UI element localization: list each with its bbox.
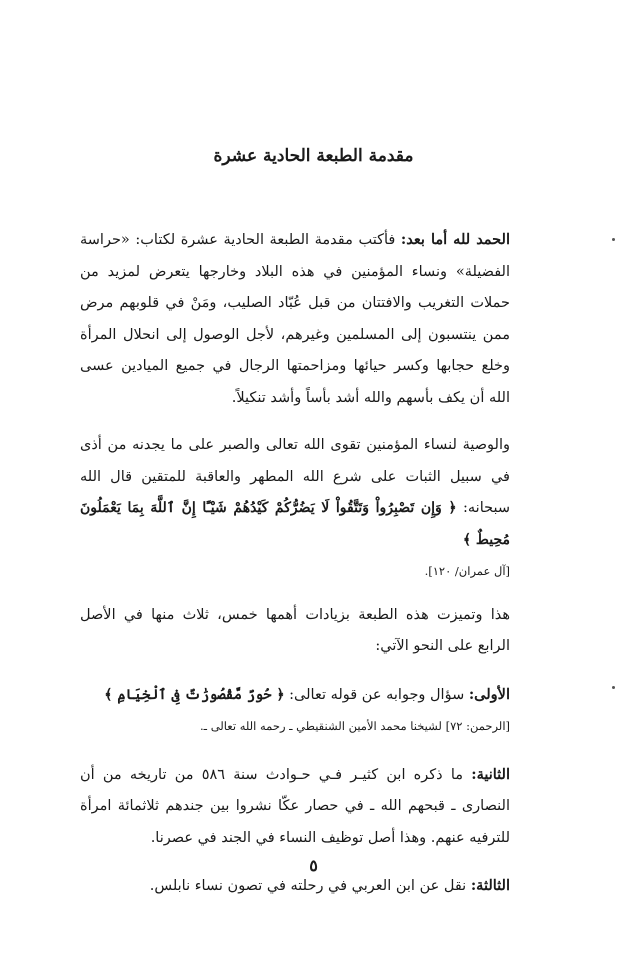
paragraph-third-lead: الثالثة: bbox=[470, 877, 510, 894]
verse-reference-imran: [آل عمران/ ١٢٠]. bbox=[424, 564, 510, 578]
body-text bbox=[80, 224, 510, 903]
paragraph-third-text: نقل عن ابن العربي في رحلته في تصون نساء نابلس. bbox=[149, 878, 467, 894]
paragraph-second bbox=[80, 759, 510, 855]
paragraph-second-text: ما ذكره ابن كثيـر فـي حـوادث سنة ٥٨٦ من تاريخه من أن النصارى ـ قبحهم الله ـ في حصار عكّا نشروا بين جندهم ثلاثمائة امرأة للترفيه عنهم. وهذا أصل توظيف النساء في الجند في عصرنا. bbox=[80, 766, 510, 846]
margin-dot-top bbox=[612, 238, 615, 241]
page-title: مقدمة الطبعة الحادية عشرة bbox=[213, 146, 414, 166]
quran-verse-imran: ﴿ وَإِن تَصْبِرُواْ وَتَتَّقُواْ لَا يَضُرُّكُمْ كَيْدُهُمْ شَيْـًٔا إِنَّ ٱللَّهَ بِمَا يَعْمَلُونَ مُحِيطٌ ﴾ bbox=[80, 500, 510, 548]
page-number: ٥ bbox=[309, 856, 318, 875]
paragraph-advice bbox=[80, 430, 510, 588]
verse-source-rahman: [الرحمن: ٧٢] لشيخنا محمد الأمين الشنقيطي ـ رحمه الله تعالى ـ. bbox=[200, 719, 510, 733]
paragraph-intro-text: فأكتب مقدمة الطبعة الحادية عشرة لكتاب: «حراسة الفضيلة» ونساء المؤمنين في هذه البلاد وخارجها يتعرض لمزيد من حملات التغريب والافتتان من قبل عُبّاد الصليب، ومَنْ في قلوبهم مرض ممن ينتسبون إلى المسلمين وغيرهم، لأجل الوصول إلى انحلال المرأة وخلع حجابها وكسر حيائها ومزاحمتها الرجال في جميع الميادين عسى الله أن يكف بأسهم والله أشد بأساً وأشد تنكيلاً. bbox=[80, 232, 510, 406]
paragraph-second-lead: الثانية: bbox=[471, 765, 510, 783]
paragraph-first-text: سؤال وجوابه عن قوله تعالى: bbox=[289, 686, 465, 703]
paragraph-first bbox=[80, 679, 510, 743]
margin-dot-bottom bbox=[612, 686, 615, 689]
paragraph-additions-text: هذا وتميزت هذه الطبعة بزيادات أهمها خمس، ثلاث منها في الأصل الرابع على النحو الآتي: bbox=[80, 606, 510, 654]
paragraph-advice-text: والوصية لنساء المؤمنين تقوى الله تعالى والصبر على ما يجدنه من أذى في سبيل الثبات على شرع الله المطهر والعاقبة للمتقين قال الله سبحانه: bbox=[80, 437, 510, 516]
paragraph-additions bbox=[80, 600, 510, 663]
paragraph-intro-lead: الحمد لله أما بعد: bbox=[400, 231, 510, 248]
paragraph-first-lead: الأولى: bbox=[468, 685, 510, 703]
quran-verse-rahman: ﴿ حُورٌ مَّقْصُورَٰتٌ فِى ٱلْخِيَامِ ﴾ bbox=[104, 686, 285, 703]
paragraph-intro bbox=[80, 224, 510, 414]
